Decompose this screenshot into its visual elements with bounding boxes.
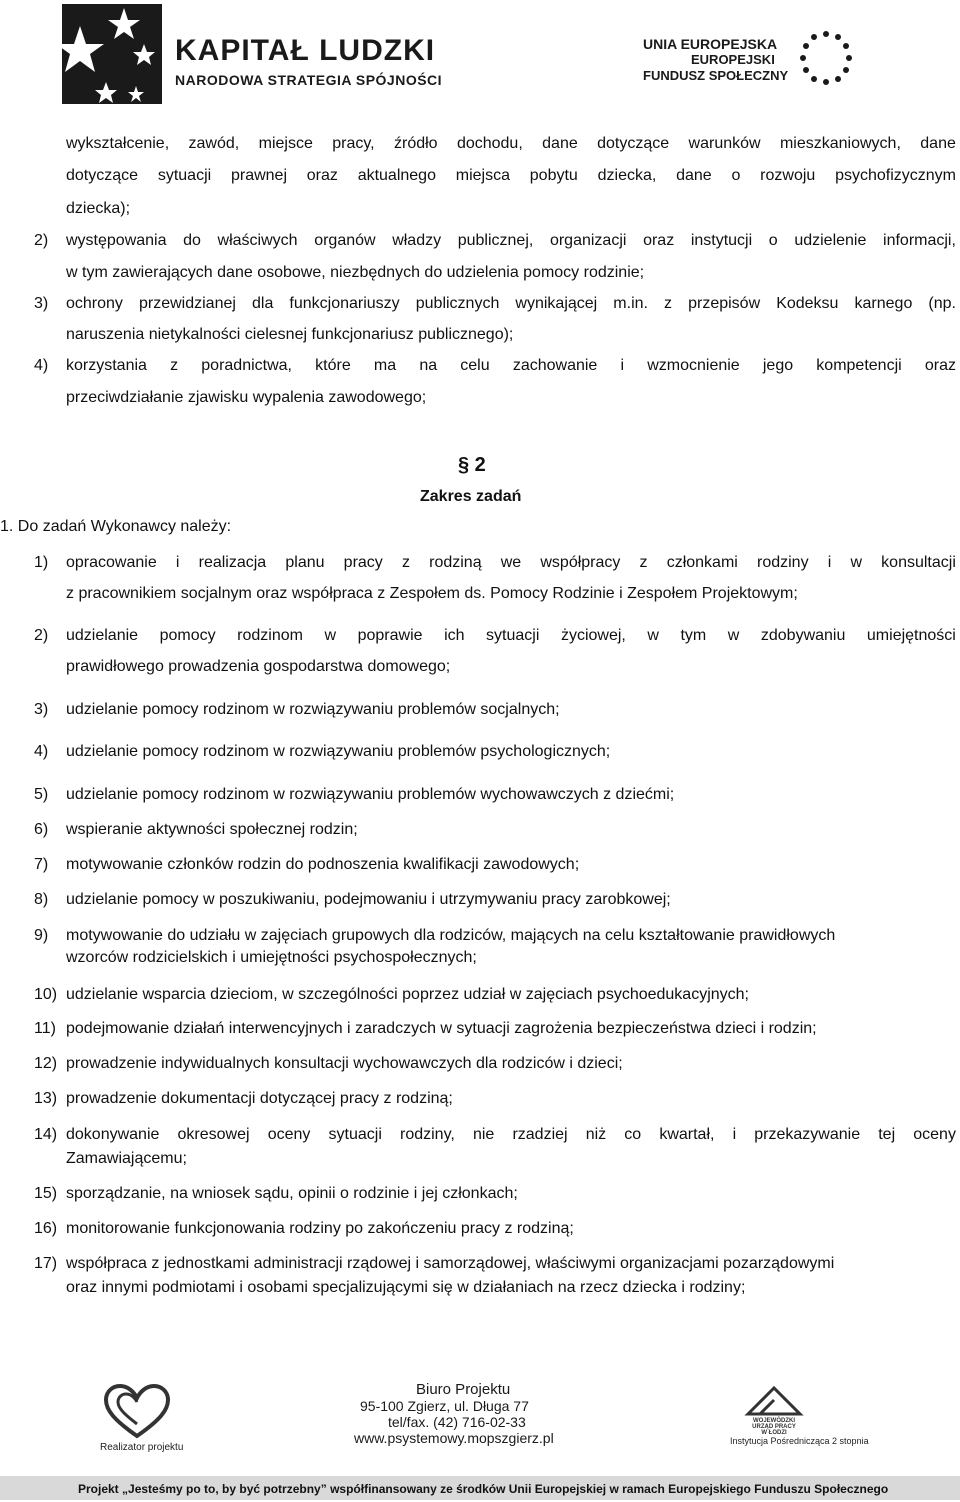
- word: pracy: [343, 554, 383, 571]
- task-7-text: motywowanie członków rodzin do podnoszenia kwalifikacji zawodowych;: [66, 856, 580, 873]
- word: dane: [542, 135, 578, 152]
- office-phone: tel/fax. (42) 716-02-33: [388, 1414, 526, 1430]
- task-8-number: 8): [34, 891, 49, 908]
- item-2-number: 2): [34, 232, 49, 249]
- word: występowania: [66, 232, 167, 249]
- word: wynikającej: [515, 295, 598, 312]
- word: organizacji: [549, 232, 627, 249]
- kapital-ludzki-logo-mark: [62, 4, 162, 104]
- word: opracowanie: [66, 554, 157, 571]
- word: kwartał,: [659, 1126, 715, 1143]
- word: celu: [460, 357, 490, 374]
- ue-line2: EUROPEJSKI: [691, 52, 775, 67]
- word: niż: [585, 1126, 607, 1143]
- word: zawód,: [188, 135, 240, 152]
- task-1-line-2: z pracownikiem socjalnym oraz współpraca z Zespołem ds. Pomocy Rodzinie i Zespołem Projektowym;: [66, 585, 798, 602]
- wup-logo-badge: [744, 1384, 804, 1436]
- word: (np.: [928, 295, 956, 312]
- word: z: [639, 554, 648, 571]
- word: realizacja: [198, 554, 267, 571]
- task-10-number: 10): [34, 986, 58, 1003]
- word: i: [175, 554, 180, 571]
- task-9-line-1: motywowanie do udziału w zajęciach grupowych dla rodziców, mających na celu kształtowanie prawidłowych: [66, 927, 836, 944]
- task-9-number: 9): [34, 927, 49, 944]
- task-16-text: monitorowanie funkcjonowania rodziny po zakończeniu pracy z rodziną;: [66, 1220, 574, 1237]
- word: pracy,: [332, 135, 375, 152]
- tasks-lead: 1. Do zadań Wykonawcy należy:: [0, 518, 232, 535]
- word: o: [731, 167, 741, 184]
- footer-funding-note: Projekt „Jesteśmy po to, by być potrzebny” współfinansowany ze środków Unii Europejskiej w ramach Europejskiego Funduszu Społecznego: [78, 1482, 889, 1496]
- word: o: [768, 232, 778, 249]
- eu-flag-icon: [790, 26, 862, 90]
- wup-institution-label: Instytucja Pośrednicząca 2 stopnia: [730, 1436, 869, 1446]
- word: poradnictwa,: [201, 357, 292, 374]
- word: współpracy: [540, 554, 621, 571]
- word: z: [401, 554, 410, 571]
- task-5-number: 5): [34, 786, 49, 803]
- task-3-text: udzielanie pomocy rodzinom w rozwiązywaniu problemów socjalnych;: [66, 701, 560, 718]
- word: oraz: [643, 232, 675, 249]
- task-2-number: 2): [34, 627, 49, 644]
- word: dane: [676, 167, 712, 184]
- task-12-number: 12): [34, 1055, 58, 1072]
- word: mieszkaniowych,: [779, 135, 901, 152]
- task-11-number: 11): [34, 1020, 56, 1037]
- item-4-line-1: [66, 356, 956, 376]
- word: warunków: [688, 135, 761, 152]
- word: zdobywaniu: [760, 627, 846, 644]
- word: oceny: [267, 1126, 311, 1143]
- word: umiejętności: [866, 627, 956, 644]
- word: korzystania: [66, 357, 147, 374]
- task-14-line-1: [66, 1125, 956, 1145]
- task-13-number: 13): [34, 1090, 58, 1107]
- task-14-number: 14): [34, 1126, 58, 1143]
- intro-line-3: dziecka);: [66, 200, 131, 217]
- word: planu: [285, 554, 325, 571]
- section-number: § 2: [458, 454, 486, 476]
- wup-badge-line2: URZĄD PRACY: [752, 1424, 796, 1430]
- task-2-line-2: prawidłowego prowadzenia gospodarstwa domowego;: [66, 658, 451, 675]
- task-7-number: 7): [34, 856, 49, 873]
- task-9-line-2: wzorców rodzicielskich i umiejętności psychospołecznych;: [66, 949, 477, 966]
- word: do: [183, 232, 201, 249]
- word: rzadziej: [512, 1126, 568, 1143]
- item-4-line-2: przeciwdziałanie zjawisku wypalenia zawodowego;: [66, 389, 427, 406]
- word: rodziny: [757, 554, 809, 571]
- word: dla: [251, 295, 274, 312]
- task-6-text: wspieranie aktywności społecznej rodzin;: [66, 821, 358, 838]
- word: dochodu,: [456, 135, 523, 152]
- ue-line1: UNIA EUROPEJSKA: [643, 36, 778, 52]
- word: kompetencji: [816, 357, 902, 374]
- word: źródło: [393, 135, 438, 152]
- word: wzmocnienie: [647, 357, 740, 374]
- word: ich: [444, 627, 465, 644]
- word: oraz: [306, 167, 338, 184]
- word: co: [624, 1126, 642, 1143]
- kapital-ludzki-subtitle: NARODOWA STRATEGIA SPÓJNOŚCI: [175, 72, 443, 88]
- item-4-number: 4): [34, 357, 49, 374]
- task-17-line-2: oraz innymi podmiotami i osobami specjalizującymi się w działaniach na rzecz dziecka i rodziny;: [66, 1279, 746, 1296]
- ue-logo-text: [643, 36, 788, 84]
- task-15-number: 15): [34, 1185, 58, 1202]
- word: rozwoju: [760, 167, 816, 184]
- word: funkcjonariuszy: [289, 295, 400, 312]
- word: miejsce: [258, 135, 313, 152]
- project-office-block: [354, 1381, 554, 1446]
- item-3-line-1: [66, 294, 956, 314]
- section-title: Zakres zadań: [420, 488, 522, 505]
- task-13-text: prowadzenie dokumentacji dotyczącej pracy z rodziną;: [66, 1090, 453, 1107]
- word: w: [850, 554, 863, 571]
- word: przekazywanie: [754, 1126, 861, 1143]
- word: tej: [878, 1126, 896, 1143]
- word: które: [315, 357, 351, 374]
- word: w: [647, 627, 659, 644]
- word: miejsca: [455, 167, 510, 184]
- task-2-line-1: [66, 626, 956, 646]
- word: rodzinom: [237, 627, 303, 644]
- word: oceny: [913, 1126, 956, 1143]
- word: wykształcenie,: [66, 135, 170, 152]
- task-4-number: 4): [34, 743, 49, 760]
- word: życiowej,: [560, 627, 626, 644]
- word: konsultacji: [881, 554, 956, 571]
- item-2-line-2: w tym zawierających dane osobowe, niezbędnych do udzielenia pomocy rodzinie;: [66, 264, 645, 281]
- task-6-number: 6): [34, 821, 49, 838]
- word: rodziny,: [400, 1126, 455, 1143]
- item-2-line-1: [66, 231, 956, 251]
- word: m.in.: [613, 295, 648, 312]
- word: sytuacji: [157, 167, 212, 184]
- task-4-text: udzielanie pomocy rodzinom w rozwiązywaniu problemów psychologicznych;: [66, 743, 611, 760]
- word: i: [620, 357, 625, 374]
- word: członkami: [666, 554, 738, 571]
- word: publicznej,: [457, 232, 534, 249]
- word: dane: [920, 135, 956, 152]
- word: i: [732, 1126, 737, 1143]
- word: prawnej: [230, 167, 287, 184]
- word: instytucji: [690, 232, 753, 249]
- task-14-line-2: Zamawiającemu;: [66, 1150, 187, 1167]
- task-15-text: sporządzanie, na wniosek sądu, opinii o rodzinie i jej członkach;: [66, 1185, 518, 1202]
- word: pobytu: [529, 167, 578, 184]
- word: nie: [472, 1126, 495, 1143]
- wup-badge-line1: WOJEWÓDZKI: [753, 1418, 795, 1424]
- word: psychofizycznym: [835, 167, 956, 184]
- word: dokonywanie: [66, 1126, 160, 1143]
- kapital-ludzki-title: KAPITAŁ LUDZKI: [175, 34, 436, 67]
- word: dotyczące: [66, 167, 139, 184]
- word: przewidzianej: [138, 295, 236, 312]
- word: karnego: [854, 295, 913, 312]
- task-11-text: podejmowanie działań interwencyjnych i zaradczych w sytuacji zagrożenia bezpieczeństwa dzieci i rodzin;: [66, 1020, 817, 1037]
- word: sytuacji: [328, 1126, 382, 1143]
- word: organów: [314, 232, 376, 249]
- item-3-number: 3): [34, 295, 49, 312]
- task-8-text: udzielanie pomocy w poszukiwaniu, podejmowaniu i utrzymywaniu pracy zarobkowej;: [66, 891, 671, 908]
- word: oraz: [924, 357, 956, 374]
- word: tym: [680, 627, 707, 644]
- word: zachowanie: [512, 357, 598, 374]
- ue-line3: FUNDUSZ SPOŁECZNY: [643, 68, 789, 83]
- word: w: [324, 627, 337, 644]
- word: w: [727, 627, 740, 644]
- office-address: 95-100 Zgierz, ul. Długa 77: [360, 1398, 529, 1414]
- word: okresowej: [177, 1126, 250, 1143]
- word: we: [500, 554, 522, 571]
- word: pomocy: [159, 627, 216, 644]
- intro-line-1: [66, 134, 956, 154]
- task-17-number: 17): [34, 1255, 58, 1272]
- word: na: [419, 357, 438, 374]
- word: dotyczące: [597, 135, 670, 152]
- office-website-link[interactable]: www.psystemowy.mopszgierz.pl: [354, 1430, 554, 1446]
- word: dziecka,: [597, 167, 657, 184]
- word: aktualnego: [357, 167, 436, 184]
- word: udzielanie: [66, 627, 139, 644]
- word: informacji,: [883, 232, 956, 249]
- item-3-line-2: naruszenia nietykalności cielesnej funkcjonariusz publicznego);: [66, 326, 514, 343]
- task-12-text: prowadzenie indywidualnych konsultacji wychowawczych dla rodziców i dzieci;: [66, 1055, 623, 1072]
- word: i: [827, 554, 832, 571]
- word: udzielenie: [794, 232, 867, 249]
- word: poprawie: [357, 627, 423, 644]
- word: sytuacji: [486, 627, 540, 644]
- task-10-text: udzielanie wsparcia dzieciom, w szczególności poprzez udział w zajęciach psychoedukacyjnych;: [66, 986, 749, 1003]
- intro-line-2: [66, 166, 956, 186]
- word: ma: [373, 357, 397, 374]
- word: właściwych: [217, 232, 298, 249]
- task-17-line-1: współpraca z jednostkami administracji rządowej i samorządowej, właściwymi organizacjami pozarządowymi: [66, 1255, 835, 1272]
- word: jego: [762, 357, 794, 374]
- word: z: [170, 357, 179, 374]
- task-16-number: 16): [34, 1220, 58, 1237]
- word: rodziną: [429, 554, 482, 571]
- word: publicznych: [415, 295, 500, 312]
- task-1-number: 1): [34, 554, 49, 571]
- task-3-number: 3): [34, 701, 49, 718]
- realizator-label: Realizator projektu: [100, 1442, 184, 1453]
- word: z: [664, 295, 673, 312]
- task-1-line-1: [66, 553, 956, 573]
- word: ochrony: [66, 295, 123, 312]
- word: przepisów: [688, 295, 761, 312]
- task-5-text: udzielanie pomocy rodzinom w rozwiązywaniu problemów wychowawczych z dziećmi;: [66, 786, 675, 803]
- word: Kodeksu: [776, 295, 839, 312]
- office-title: Biuro Projektu: [416, 1381, 511, 1398]
- realizator-heart-logo-icon: [104, 1384, 170, 1440]
- wup-badge-line3: W ŁODZI: [761, 1430, 787, 1436]
- word: władzy: [392, 232, 442, 249]
